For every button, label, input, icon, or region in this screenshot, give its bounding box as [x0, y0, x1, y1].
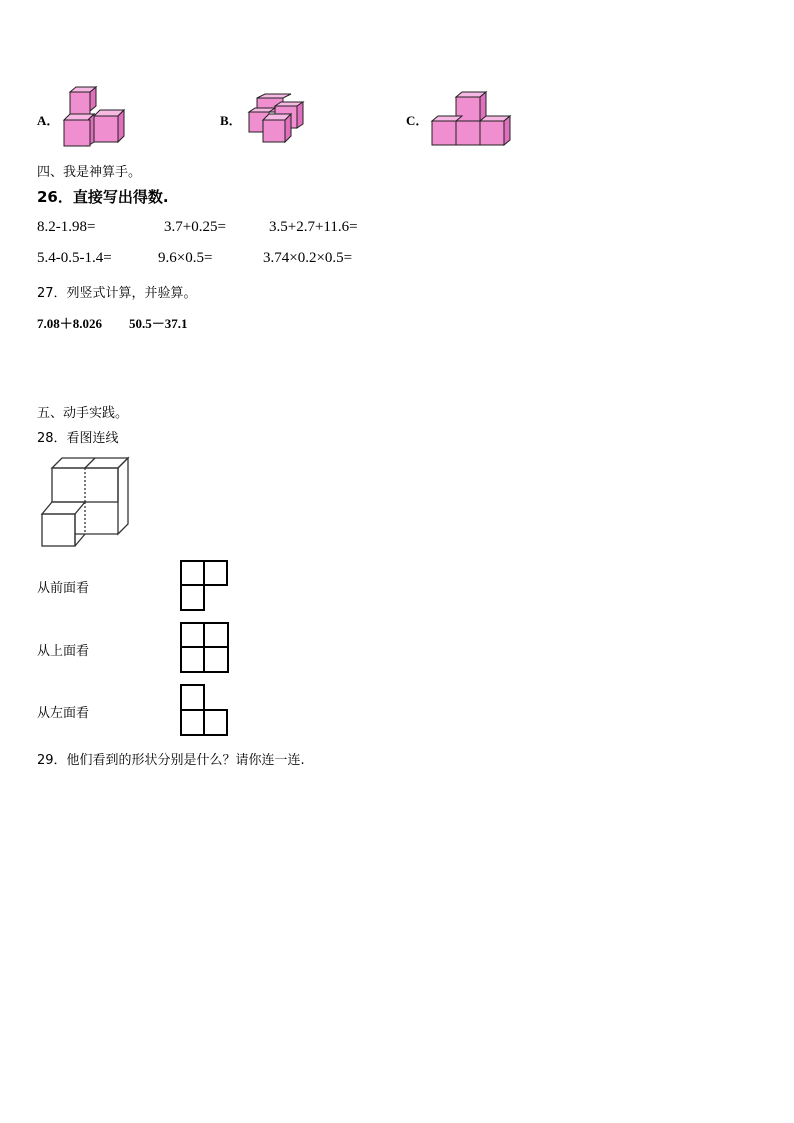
calc-item: 9.6×0.5= — [158, 250, 213, 266]
option-c-label: C． — [406, 113, 429, 128]
view-shape-top — [180, 622, 230, 674]
solid-figure — [40, 456, 132, 550]
calc-item: 3.7+0.25= — [164, 219, 226, 235]
view-shape-left — [180, 684, 230, 738]
vertical-calc-item: 7.08＋8.026 — [37, 316, 103, 331]
view-label-top: 从上面看 — [37, 644, 90, 659]
calc-item: 5.4-0.5-1.4= — [37, 250, 112, 266]
view-label-left: 从左面看 — [37, 706, 90, 721]
option-a-cubes-figure — [60, 86, 130, 150]
question-29-title: 29．他们看到的形状分别是什么？请你连一连. — [37, 753, 305, 768]
view-label-front: 从前面看 — [37, 581, 90, 596]
view-shape-front — [180, 560, 230, 612]
question-26-title: 26．直接写出得数. — [37, 188, 169, 206]
section-5-heading: 五、动手实践。 — [37, 406, 129, 421]
option-b-label: B． — [220, 113, 242, 128]
calc-item: 8.2-1.98= — [37, 219, 96, 235]
question-28-title: 28．看图连线 — [37, 431, 119, 446]
calc-item: 3.74×0.2×0.5= — [263, 250, 353, 266]
section-4-heading: 四、我是神算手。 — [37, 165, 142, 180]
option-a-label: A． — [37, 113, 60, 128]
calc-item: 3.5+2.7+11.6= — [269, 219, 358, 235]
question-27-title: 27．列竖式计算，并验算。 — [37, 286, 197, 301]
option-b-cubes-figure — [247, 94, 307, 144]
vertical-calc-item: 50.5－37.1 — [129, 316, 188, 331]
option-c-cubes-figure — [430, 91, 514, 149]
